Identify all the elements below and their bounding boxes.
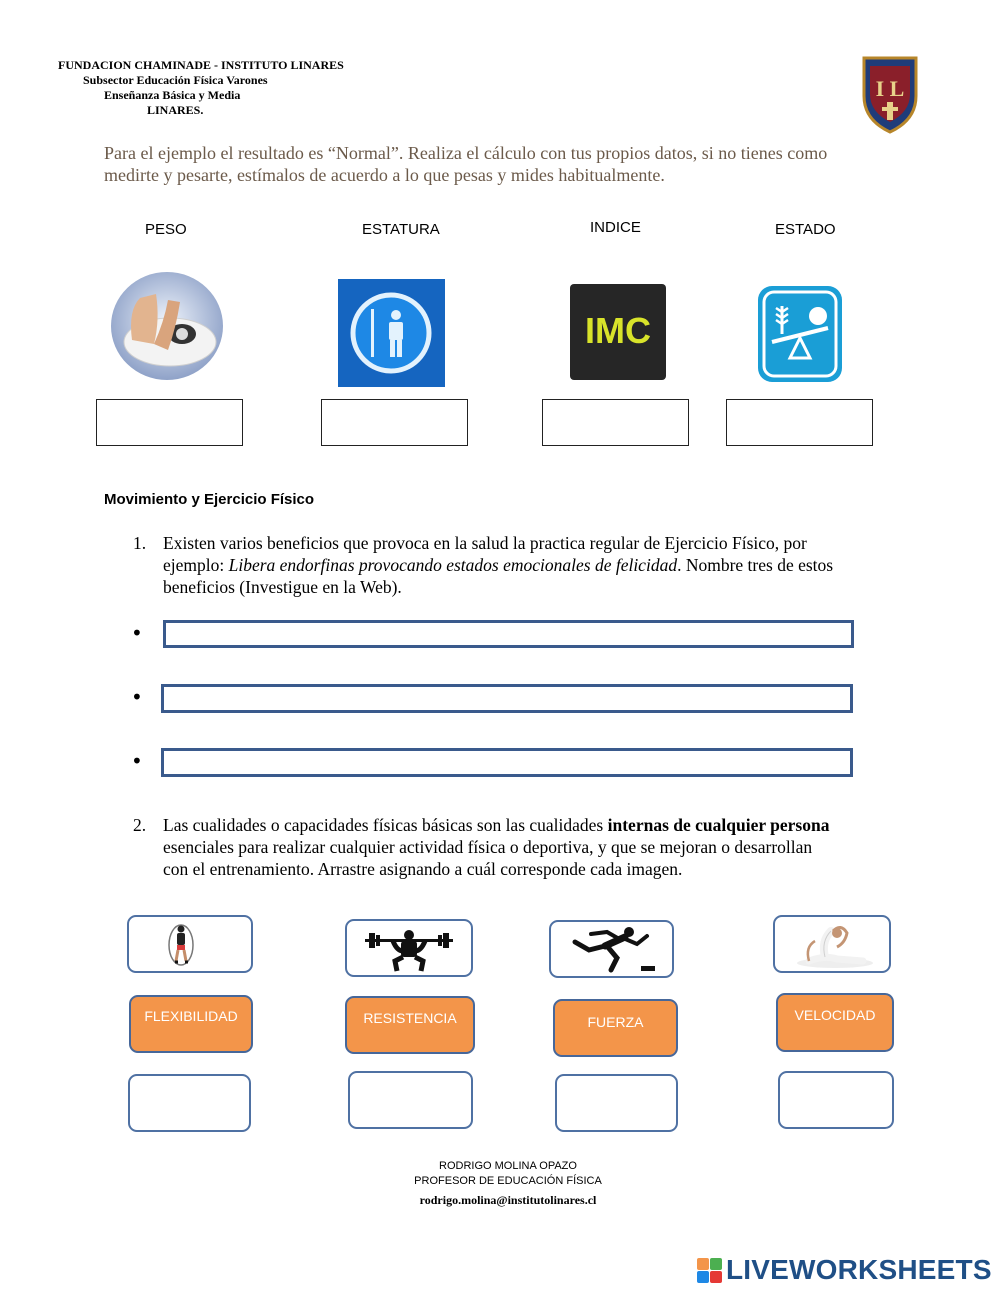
school-header — [58, 58, 358, 118]
q2-bold-phrase: internas de cualquier persona — [607, 815, 830, 835]
label-estado: ESTADO — [775, 221, 836, 238]
bullet-1: • — [131, 621, 143, 645]
liveworksheets-logo-icon — [697, 1258, 723, 1285]
drag-label-resistencia[interactable]: RESISTENCIA — [345, 996, 475, 1054]
header-line-1: FUNDACION CHAMINADE - INSTITUTO LINARES — [58, 58, 344, 72]
peso-input[interactable] — [96, 399, 243, 446]
scale-icon — [110, 270, 224, 382]
q1-italic-example: Libera endorfinas provocando estados emocionales de felicidad — [228, 555, 678, 575]
footer-role: PROFESOR DE EDUCACIÓN FÍSICA — [414, 1175, 602, 1187]
question-1-text — [163, 532, 953, 598]
benefit-input-2[interactable] — [161, 684, 853, 713]
question-2-number: 2. — [133, 815, 147, 835]
label-peso: PESO — [145, 221, 187, 238]
height-icon — [338, 279, 445, 387]
q2-line-2: esenciales para realizar cualquier actividad física o deportiva, y que se mejoran o desarrollan — [163, 837, 813, 857]
liveworksheets-brand[interactable]: LIVEWORKSHEETS — [726, 1254, 992, 1285]
benefit-input-3[interactable] — [161, 748, 853, 777]
benefit-input-1[interactable] — [163, 620, 854, 648]
q1-line-3: beneficios (Investigue en la Web). — [163, 577, 402, 597]
imc-icon-text: IMC — [585, 310, 651, 351]
question-2-text — [163, 814, 963, 880]
question-1-number: 1. — [133, 533, 147, 553]
intro-line-1: Para el ejemplo el resultado es “Normal”. Realiza el cálculo con tus propios datos, si no tienes como — [104, 143, 828, 163]
drag-label-fuerza[interactable]: FUERZA — [553, 999, 678, 1057]
footer-name: RODRIGO MOLINA OPAZO — [439, 1160, 577, 1172]
image-card-yoga — [773, 915, 891, 973]
footer — [308, 1159, 708, 1208]
drag-label-flexibilidad[interactable]: FLEXIBILIDAD — [129, 995, 253, 1053]
jump-rope-icon — [129, 917, 251, 971]
yoga-stretch-icon — [775, 917, 889, 971]
imc-icon — [570, 284, 666, 380]
section-title: Movimiento y Ejercicio Físico — [104, 491, 315, 508]
intro-text — [104, 142, 964, 186]
q1-line-2: ejemplo: Libera endorfinas provocando estados emocionales de felicidad. Nombre tres de estos — [163, 555, 834, 575]
q2-line-1: Las cualidades o capacidades físicas básicas son las cualidades internas de cualquier persona — [163, 815, 830, 835]
label-indice: INDICE — [590, 219, 641, 236]
estado-input[interactable] — [726, 399, 873, 446]
weightlifter-icon — [347, 921, 471, 975]
header-line-3: Enseñanza Básica y Media — [104, 88, 241, 102]
image-card-sprinter — [549, 920, 674, 978]
q1-line-1: Existen varios beneficios que provoca en la salud la practica regular de Ejercicio Físico, por — [163, 533, 807, 553]
label-estatura: ESTATURA — [362, 221, 440, 238]
drop-target-1[interactable] — [128, 1074, 251, 1132]
school-crest-icon — [858, 52, 922, 134]
q2-line-3: con el entrenamiento. Arrastre asignando a cuál corresponde cada imagen. — [163, 859, 683, 879]
crest-letters: I L — [875, 76, 905, 101]
bullet-3: • — [131, 749, 143, 773]
drop-target-4[interactable] — [778, 1071, 894, 1129]
estatura-input[interactable] — [321, 399, 468, 446]
intro-line-2: medirte y pesarte, estímalos de acuerdo a lo que pesas y mides habitualmente. — [104, 165, 665, 185]
header-line-2: Subsector Educación Física Varones — [83, 73, 268, 87]
drop-target-2[interactable] — [348, 1071, 473, 1129]
bullet-2: • — [131, 685, 143, 709]
drag-label-velocidad[interactable]: VELOCIDAD — [776, 993, 894, 1052]
header-line-4: LINARES. — [147, 103, 204, 117]
image-card-weightlifter — [345, 919, 473, 977]
balance-icon — [756, 284, 844, 384]
sprinter-icon — [551, 922, 672, 976]
drop-target-3[interactable] — [555, 1074, 678, 1132]
image-card-jump-rope — [127, 915, 253, 973]
indice-input[interactable] — [542, 399, 689, 446]
footer-email: rodrigo.molina@institutolinares.cl — [419, 1193, 597, 1207]
